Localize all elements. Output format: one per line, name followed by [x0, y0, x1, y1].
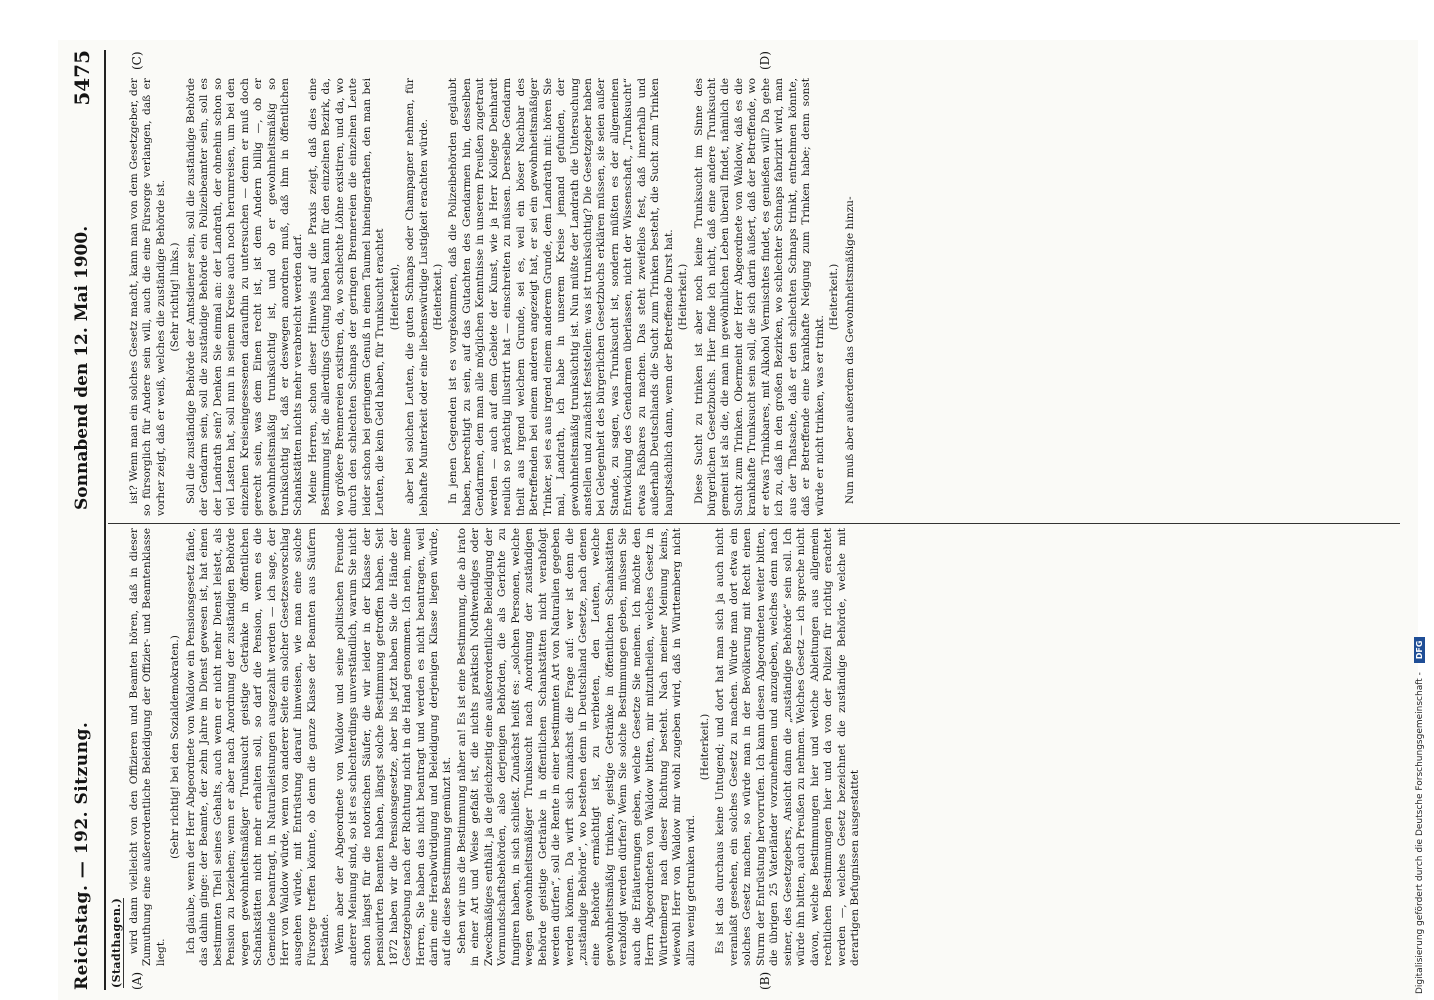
margin-marker-d: (D) — [758, 51, 772, 70]
reaction-note: (Sehr richtig! links.) — [169, 242, 182, 352]
header-session-title: Reichstag. — 192. Sitzung. — [72, 721, 92, 990]
speech-paragraph: ist? Wenn man ein solches Gesetz macht, kann man von dem Gesetzgeber, der so fürsorglich für Andere sein will, auch die eine Fürsorge verlangen, daß er vorher zeigt, daß er weiß, welches die zuständige Behörde ist. — [128, 78, 167, 516]
reaction-note: (Heiterkeit.) — [828, 263, 841, 331]
speech-paragraph: Soll die zuständige Behörde der Amtsdiener sein, soll die zuständige Behörde der Gendarm sein, soll die zuständige Behörde ein Polizeibeamter sein, soll es der Landrath sein? Denken Sie einmal an: der Landrath, der ohnehin schon so viel Lasten hat, soll nun in seinem Kreise auch noch herumreisen, um bei den einzelnen Kreiseingesessenen daraufhin zu untersuchen — denn er muß doch gerecht sein, was dem Einen recht ist, ist dem Andern billig —, ob er gewohnheitsmäßig trunksüchtig ist, und ob er gewohnheitsmäßig so trunksüchtig ist, daß er deswegen anordnen muß, daß ihm in öffentlichen Schankstätten nichts mehr verabreicht werden darf. — [184, 78, 305, 516]
speaker-label: (Stadthagen.) — [110, 897, 123, 988]
speech-paragraph: Ich glaube, wenn der Herr Abgeordnete von Waldow ein Pensionsgesetz fände, das dahin ginge: der Beamte, der zehn Jahre im Dienst gewesen ist, hat einen bestimmten Theil seines Gehalts, auch wenn er nicht mehr Dienst leistet, als Pension zu beziehen; wenn er aber nach Anordnung der zuständigen Behörde wegen gewohnheitsmäßiger Trunksucht geistige Getränke in öffentlichen Schankstätten nicht mehr erhalten soll, so darf die Pension, wenn es die Gemeinde beantragt, in Naturalleistungen ausgezahlt werden — ich sage, der Herr von Waldow würde, wenn von anderer Seite ein solcher Gesetzesvorschlag ausgehen würde, mit Entrüstung darauf hinweisen, wie man eine solche Fürsorge treffen könnte, ob denn die ganze Klasse der Beamten aus Säufern bestände. — [184, 528, 332, 966]
speech-paragraph: Nun muß aber außerdem das Gewohnheitsmäßige hinzu- — [843, 196, 856, 504]
speech-paragraph: aber bei solchen Leuten, die guten Schnaps oder Champagner nehmen, für lebhafte Munterkeit oder eine liebenswürdige Lustigkeit erachten würde. — [404, 78, 430, 516]
margin-marker-b: (B) — [758, 971, 772, 990]
header-date: Sonnabend den 12. Mai 1900. — [72, 225, 92, 510]
speech-paragraph: Es ist das durchaus keine Untugend; und dort hat man sich ja auch nicht veranlaßt gesehen, ein solches Gesetz zu machen. Würde man dort etwa ein solches Gesetz machen, so würde man in der Bevölkerung mit Recht einen Sturm der Entrüstung hervorrufen. Ich kann diesen Abgeordneten weiter bitten, die übrigen 25 Vaterländer vorzunehmen und anzugeben, welches denn nach seiner, des Gesetzgebers, Ansicht dann die „zuständige Behörde“ sein soll. Ich würde ihn bitten, auch Preußen zu nehmen. Welches Gesetz — ich spreche nicht davon, welche Bestimmungen hier und welche Ableitungen aus allgemein rechtlichen Bestimmungen hier und da von der Polizei für richtig erachtet werden —, welches Gesetz bezeichnet die zuständige Behörde, welche mit derartigen Befugnissen ausgestattet — [714, 528, 862, 966]
page-header — [64, 50, 106, 990]
margin-marker-a: (A) — [130, 971, 144, 990]
speech-paragraph: Meine Herren, schon dieser Hinweis auf die Praxis zeigt, daß dies eine Bestimmung ist, die allerdings Geltung haben kann für den einzelnen Bezirk, da, wo größere Brennereien existiren, da, wo schlechte Löhne existiren, und da, wo durch den schlechten Schnaps der geringen Brennereien die einzelnen Leute leider schon bei geringem Genuß in einen Taumel hineingerathen, den man bei Leuten, die kein Geld haben, für Trunksucht erachtet — [306, 78, 387, 516]
reaction-note: (Sehr richtig! bei den Sozialdemokraten.) — [169, 635, 182, 859]
text-column-right — [128, 78, 1400, 516]
column-divider — [108, 523, 1400, 524]
margin-marker-c: (C) — [130, 51, 144, 70]
speech-paragraph: In jenen Gegenden ist es vorgekommen, daß die Polizeibehörden geglaubt haben, berechtigt zu sein, auf das Gutachten des Gendarmen hin, desselben Gendarmen, dem man alle möglichen Kenntnisse in unserem Preußen zugetraut werden — auch auf dem Gebiete der Kunst, wie ja Herr Kollege Deinhardt neulich so prächtig illustrirt hat — einschreiten zu müssen. Derselbe Gendarm theilt aus irgend welchem Grunde, sei es, weil ein böser Nachbar des Betreffenden bei einem anderen angezeigt hat, er sei ein gewohnheitsmäßiger Trinker, sei es aus irgend einem anderem Grunde, dem Landrath mit: hören Sie mal, Landrath, ich habe in unserem Kreise jemand gefunden, der gewohnheitsmäßig trunksüchtig ist. Nun müßte der Landrath die Untersuchung anstellen und zunächst feststellen: was ist trunksüchtig? Die Gesetzgeber haben bei Gelegenheit des bürgerlichen Gesetzbuchs erklären müssen, sie seien außer Stande, zu sagen, was Trunksucht ist, sondern müßten es der allgemeinen Entwicklung des Gendarmen überlassen, nicht der Wissenschaft, „Trunksucht“ etwas Faßbares zu machen. Das steht zweifellos fest, daß innerhalb und außerhalb Deutschlands die Sucht zum Trinken besteht, die Sucht zum Trinken hauptsächlich dann, wenn der Betreffende Durst hat. — [447, 78, 675, 516]
dfg-logo: DFG — [1414, 637, 1425, 664]
digitization-credit-text: Digitalisierung gefördert durch die Deutsche Forschungsgemeinschaft - — [1415, 672, 1425, 994]
speech-paragraph: Diese Sucht zu trinken ist aber noch keine Trunksucht im Sinne des bürgerlichen Gesetzbuchs. Hier finde ich nicht, daß eine andere Trunksucht gemeint ist als die, die man im gewöhnlichen Leben überall findet, nämlich die Sucht zum Trinken. Obermeint der Herr Abgeordnete von Waldow, daß es die krankhafte Trunksucht sein soll, die sich darin äußert, daß der Betreffende, wo er etwas Trinkbares, mit Alkohol Vermischtes findet, es genießen will? Da gehe ich zu, daß in den großen Bezirken, wo schlechter Schnaps fabrizirt wird, man aus der Thatsache, daß er den schlechten Schnaps trinkt, entnehmen könnte, daß er Betreffende eine krankhafte Neigung zum Trinken habe; denn sonst würde er nicht trinken, was er trinkt. — [692, 78, 826, 516]
reaction-note: (Heiterkeit), — [388, 263, 401, 331]
speech-paragraph: wird dann vielleicht von den Offizieren und Beamten hören, daß in dieser Zumuthung eine außerordentliche Beleidigung der Offizier- und Beamtenklasse liegt. — [128, 528, 167, 966]
rotated-document-page — [58, 40, 1418, 1000]
reaction-note: (Heiterkeit.) — [677, 263, 690, 331]
reaction-note: (Heiterkeit.) — [699, 713, 712, 781]
speech-paragraph: Wenn aber der Abgeordnete von Waldow und seine politischen Freunde anderer Meinung sind, so ist es schlechterdings unverständlich, warum Sie nicht schon längst für die notorischen Säufer, die wir leider in der Klasse der pensionirten Beamten haben, längst solche Bestimmung getroffen haben. Seit 1872 haben wir die Pensionsgesetze, aber bis jetzt haben Sie die Hände der Gesetzgebung nach der Richtung nicht in die Hand genommen. Ich nein, meine Herren, Sie haben das nicht beantragt und werden es nicht beantragen, weil darin eine Herabwürdigung und Beleidigung derjenigen Klasse liegen würde, auf die diese Bestimmung gemünzt ist. — [333, 528, 454, 966]
reaction-note: (Heiterkeit.) — [431, 263, 444, 331]
page-number: 5475 — [70, 50, 94, 106]
digitization-credit — [1414, 4, 1425, 994]
speech-paragraph: Sehen wir uns die Bestimmung näher an! Es ist eine Bestimmung, die ab irato in einer Art und Weise gefaßt ist, die nichts praktisch Nothwendiges oder Zweckmäßiges enthält, ja die gleichzeitig eine außerordentliche Beleidigung der Vormundschaftsbehörden, also derjenigen Behörden, die als Gerichte zu fungiren haben, in sich schließt. Zunächst heißt es: „solchen Personen, welche wegen gewohnheitsmäßiger Trunksucht nach Anordnung der zuständigen Behörde geistige Getränke in öffentlichen Schankstätten nicht verabfolgt werden dürfen“, soll die Rente in einer bestimmten Art von Naturalien gegeben werden können. Da wirft sich zunächst die Frage auf: wer ist denn die „zuständige Behörde“, wo bestehen denn in Deutschland Gesetze, nach denen eine Behörde ermächtigt ist, zu verbieten, den Leuten, welche gewohnheitsmäßig trinken, geistige Getränke in öffentlichen Schankstätten verabfolgt werden dürfen? Wenn Sie solche Bestimmungen geben, müssen Sie auch die Erläuterungen geben, welche Gesetze Sie meinen. Ich möchte den Herrn Abgeordneten von Waldow bitten, mir mitzutheilen, welches Gesetz in Württemberg nach dieser Richtung besteht. Nach meiner Meinung keins, wiewohl Herr von Waldow mir wohl zugeben wird, daß in Württemberg nicht allzu wenig getrunken wird. — [455, 528, 697, 966]
text-column-left — [128, 528, 1400, 966]
